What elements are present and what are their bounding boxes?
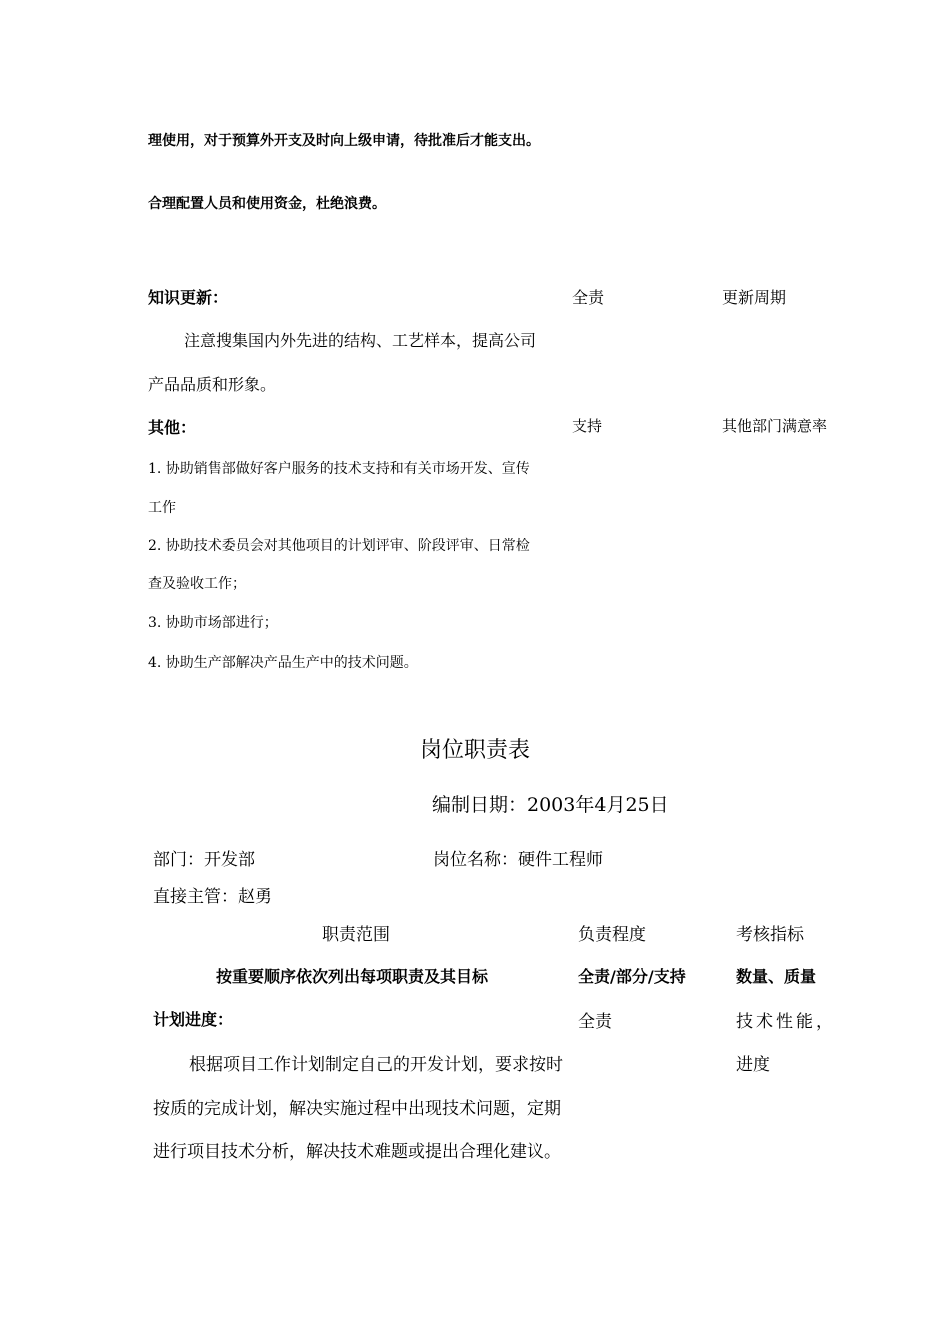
department-field: 部门：开发部 [153,850,255,870]
header-scope: 职责范围 [322,925,390,945]
resource-text-line: 合理配置人员和使用资金，杜绝浪费。 [148,196,386,212]
compile-date: 编制日期：2003年4月25日 [432,794,669,816]
other-list-item: 工作 [148,500,176,516]
other-list-item: 查及验收工作； [148,576,246,592]
knowledge-text-line: 注意搜集国内外先进的结构、工艺样本，提高公司 [184,331,537,350]
budget-text-line: 理使用，对于预算外开支及时向上级申请，待批准后才能支出。 [148,133,540,149]
plan-indicator-line: 进度 [736,1055,770,1075]
subheader-degree: 全责/部分/支持 [578,967,686,986]
other-heading: 其他： [148,418,197,437]
other-list-item: 4. 协助生产部解决产品生产中的技术问题。 [148,655,418,671]
other-list-item: 1. 协助销售部做好客户服务的技术支持和有关市场开发、宣传 [148,461,530,477]
other-degree: 支持 [572,417,603,435]
other-list-item: 2. 协助技术委员会对其他项目的计划评审、阶段评审、日常检 [148,538,530,554]
plan-text-line: 进行项目技术分析，解决技术难题或提出合理化建议。 [153,1142,561,1162]
header-indicator: 考核指标 [736,925,804,945]
position-field: 岗位名称：硬件工程师 [433,850,603,870]
knowledge-text-line: 产品品质和形象。 [148,375,277,394]
subheader-indicator: 数量、质量 [736,967,817,986]
knowledge-degree: 全责 [572,288,605,307]
plan-indicator-line: 技术性能， [736,1012,836,1032]
subheader-scope: 按重要顺序依次列出每项职责及其目标 [216,967,489,986]
other-list-item: 3. 协助市场部进行； [148,615,278,631]
plan-heading: 计划进度： [153,1010,234,1029]
plan-text-line: 按质的完成计划，解决实施过程中出现技术问题，定期 [153,1099,561,1119]
page-title: 岗位职责表 [420,738,531,763]
other-indicator: 其他部门满意率 [722,417,828,435]
knowledge-indicator: 更新周期 [722,288,787,307]
plan-text-line: 根据项目工作计划制定自己的开发计划，要求按时 [189,1055,563,1075]
plan-degree: 全责 [578,1012,612,1032]
knowledge-heading: 知识更新： [148,288,229,307]
header-degree: 负责程度 [578,925,646,945]
supervisor-field: 直接主管：赵勇 [153,887,272,907]
